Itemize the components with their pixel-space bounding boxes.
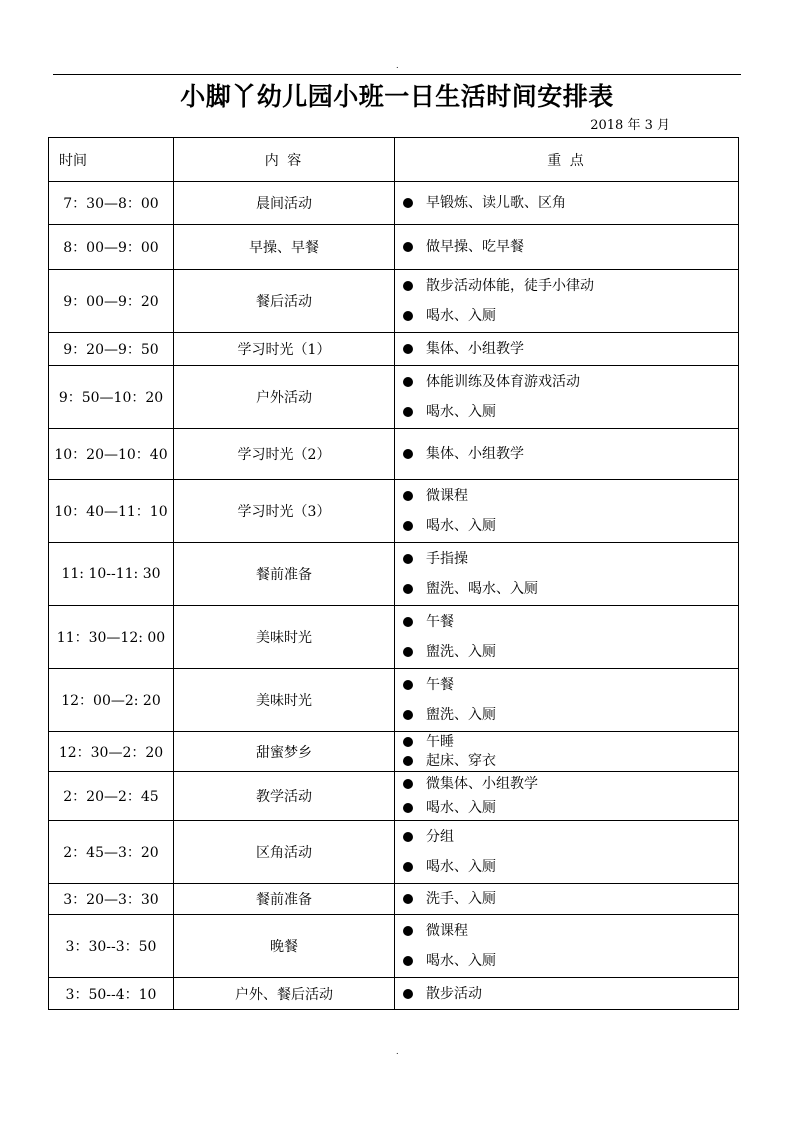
key-point-text: 盥洗、入厕: [426, 644, 496, 661]
key-points-list: [403, 340, 738, 358]
table-row: [49, 772, 739, 821]
key-point-text: 散步活动体能，徒手小律动: [426, 277, 594, 294]
bullet-icon: [403, 862, 413, 872]
footer-dot-mark: .: [396, 1047, 399, 1056]
key-point-item: [403, 952, 738, 970]
key-point-item: [403, 676, 738, 694]
key-point-item: [403, 307, 738, 325]
key-points-cell: [395, 978, 739, 1010]
key-point-item: [403, 277, 738, 295]
bullet-icon: [403, 242, 413, 252]
key-points-cell: [395, 225, 739, 270]
key-points-list: [403, 607, 738, 668]
key-points-cell: [395, 606, 739, 669]
key-point-item: [403, 550, 738, 568]
column-header-content: 内 容: [174, 138, 395, 182]
time-cell: 11：30—12: 00: [49, 606, 174, 669]
table-row: [49, 225, 739, 270]
key-points-cell: [395, 732, 739, 772]
content-cell: 甜蜜梦乡: [174, 732, 395, 772]
time-cell: 10：20—10：40: [49, 429, 174, 480]
table-row: [49, 884, 739, 915]
bullet-icon: [403, 281, 413, 291]
time-cell: 3：30--3：50: [49, 915, 174, 978]
table-row: [49, 270, 739, 333]
key-point-item: [403, 340, 738, 358]
content-cell: 餐前准备: [174, 543, 395, 606]
key-points-cell: [395, 366, 739, 429]
table-row: [49, 821, 739, 884]
key-points-cell: [395, 915, 739, 978]
key-point-text: 盥洗、喝水、入厕: [426, 581, 538, 598]
time-cell: 8：00—9：00: [49, 225, 174, 270]
time-cell: 2：20—2：45: [49, 772, 174, 821]
bullet-icon: [403, 449, 413, 459]
table-row: [49, 606, 739, 669]
bullet-icon: [403, 956, 413, 966]
bullet-icon: [403, 779, 413, 789]
key-point-item: [403, 828, 738, 846]
content-cell: 美味时光: [174, 606, 395, 669]
key-point-text: 微课程: [426, 487, 468, 504]
key-points-list: [403, 670, 738, 731]
key-point-text: 午睡: [426, 734, 454, 750]
key-point-item: [403, 517, 738, 535]
key-points-list: [403, 445, 738, 463]
content-cell: 晚餐: [174, 915, 395, 978]
bullet-icon: [403, 617, 413, 627]
time-cell: 12：30—2：20: [49, 732, 174, 772]
key-points-list: [403, 985, 738, 1003]
time-cell: 3：50--4：10: [49, 978, 174, 1010]
table-row: [49, 182, 739, 225]
key-points-list: [403, 916, 738, 977]
key-point-text: 微集体、小组教学: [426, 776, 538, 793]
key-point-item: [403, 775, 738, 793]
key-points-list: [403, 733, 738, 771]
time-cell: 9：00—9：20: [49, 270, 174, 333]
key-points-cell: [395, 669, 739, 732]
table-row: [49, 366, 739, 429]
key-point-item: [403, 194, 738, 212]
key-point-item: [403, 580, 738, 598]
key-point-item: [403, 706, 738, 724]
header-rule: [53, 74, 741, 75]
time-cell: 9：50—10：20: [49, 366, 174, 429]
key-point-item: [403, 858, 738, 876]
key-point-text: 早锻炼、读儿歌、区角: [426, 195, 566, 211]
key-points-cell: [395, 772, 739, 821]
column-header-time: 时间: [49, 138, 174, 182]
bullet-icon: [403, 756, 413, 766]
key-points-list: [403, 544, 738, 605]
key-point-text: 喝水、入厕: [426, 799, 496, 816]
table-row: [49, 480, 739, 543]
column-header-key-points: 重 点: [395, 138, 739, 182]
bullet-icon: [403, 926, 413, 936]
key-points-list: [403, 367, 738, 428]
content-cell: 学习时光（3）: [174, 480, 395, 543]
bullet-icon: [403, 407, 413, 417]
key-point-text: 微课程: [426, 922, 468, 939]
content-cell: 学习时光（2）: [174, 429, 395, 480]
key-point-text: 散步活动: [426, 985, 482, 1002]
key-point-item: [403, 922, 738, 940]
key-point-item: [403, 238, 738, 256]
key-point-item: [403, 373, 738, 391]
time-cell: 3：20—3：30: [49, 884, 174, 915]
key-point-text: 喝水、入厕: [426, 308, 496, 325]
key-point-text: 洗手、入厕: [426, 891, 496, 907]
bullet-icon: [403, 647, 413, 657]
key-point-text: 体能训练及体育游戏活动: [426, 373, 580, 390]
bullet-icon: [403, 737, 413, 747]
key-point-text: 喝水、入厕: [426, 859, 496, 876]
key-point-text: 分组: [426, 828, 454, 845]
key-points-cell: [395, 182, 739, 225]
document-date: 2018 年 3 月: [590, 118, 670, 133]
key-point-item: [403, 613, 738, 631]
key-points-list: [403, 194, 738, 212]
time-cell: 11: 10--11: 30: [49, 543, 174, 606]
content-cell: 区角活动: [174, 821, 395, 884]
schedule-table: [48, 137, 739, 1010]
bullet-icon: [403, 832, 413, 842]
key-point-text: 盥洗、入厕: [426, 707, 496, 724]
key-point-item: [403, 752, 738, 770]
key-point-item: [403, 799, 738, 817]
key-points-cell: [395, 480, 739, 543]
key-point-text: 喝水、入厕: [426, 404, 496, 421]
content-cell: 餐前准备: [174, 884, 395, 915]
key-point-item: [403, 733, 738, 751]
key-point-text: 喝水、入厕: [426, 953, 496, 970]
key-points-list: [403, 822, 738, 883]
key-points-list: [403, 890, 738, 908]
key-point-item: [403, 890, 738, 908]
table-row: [49, 429, 739, 480]
key-point-text: 集体、小组教学: [426, 341, 524, 357]
key-point-item: [403, 487, 738, 505]
content-cell: 户外、餐后活动: [174, 978, 395, 1010]
content-cell: 美味时光: [174, 669, 395, 732]
key-point-text: 做早操、吃早餐: [426, 239, 524, 255]
bullet-icon: [403, 710, 413, 720]
key-point-text: 起床、穿衣: [426, 753, 496, 769]
key-points-list: [403, 773, 738, 820]
header-dot-mark: .: [396, 61, 399, 70]
key-point-text: 手指操: [426, 550, 468, 567]
table-header-row: [49, 138, 739, 182]
content-cell: 早操、早餐: [174, 225, 395, 270]
table-row: [49, 978, 739, 1010]
key-points-list: [403, 481, 738, 542]
key-point-text: 午餐: [426, 676, 454, 693]
table-row: [49, 915, 739, 978]
key-point-item: [403, 643, 738, 661]
table-row: [49, 669, 739, 732]
table-row: [49, 543, 739, 606]
key-point-text: 午餐: [426, 613, 454, 630]
bullet-icon: [403, 554, 413, 564]
key-point-item: [403, 985, 738, 1003]
table-row: [49, 333, 739, 366]
key-points-list: [403, 271, 738, 332]
bullet-icon: [403, 198, 413, 208]
bullet-icon: [403, 344, 413, 354]
bullet-icon: [403, 311, 413, 321]
content-cell: 教学活动: [174, 772, 395, 821]
content-cell: 学习时光（1）: [174, 333, 395, 366]
bullet-icon: [403, 989, 413, 999]
key-points-cell: [395, 333, 739, 366]
key-point-text: 集体、小组教学: [426, 446, 524, 462]
key-point-item: [403, 445, 738, 463]
bullet-icon: [403, 491, 413, 501]
bullet-icon: [403, 894, 413, 904]
time-cell: 7：30—8：00: [49, 182, 174, 225]
key-points-cell: [395, 543, 739, 606]
content-cell: 户外活动: [174, 366, 395, 429]
key-points-cell: [395, 884, 739, 915]
key-points-list: [403, 238, 738, 256]
page-title: 小脚丫幼儿园小班一日生活时间安排表: [180, 82, 614, 111]
content-cell: 餐后活动: [174, 270, 395, 333]
key-points-cell: [395, 270, 739, 333]
time-cell: 9：20—9：50: [49, 333, 174, 366]
bullet-icon: [403, 680, 413, 690]
key-points-cell: [395, 821, 739, 884]
table-row: [49, 732, 739, 772]
time-cell: 2：45—3：20: [49, 821, 174, 884]
time-cell: 12：00—2: 20: [49, 669, 174, 732]
key-points-cell: [395, 429, 739, 480]
bullet-icon: [403, 584, 413, 594]
key-point-text: 喝水、入厕: [426, 518, 496, 535]
bullet-icon: [403, 521, 413, 531]
bullet-icon: [403, 803, 413, 813]
time-cell: 10：40—11：10: [49, 480, 174, 543]
key-point-item: [403, 403, 738, 421]
bullet-icon: [403, 377, 413, 387]
content-cell: 晨间活动: [174, 182, 395, 225]
